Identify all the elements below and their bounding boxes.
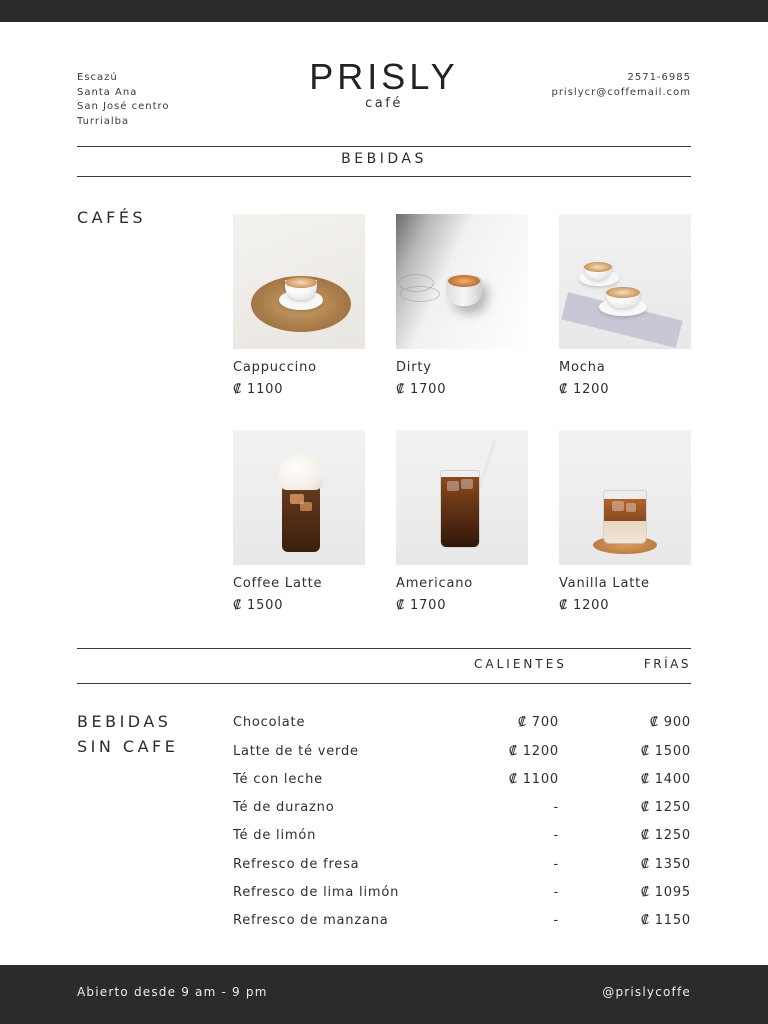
top-bar <box>0 0 768 22</box>
product-name: Mocha <box>559 360 606 375</box>
opening-hours: Abierto desde 9 am - 9 pm <box>77 985 268 999</box>
drink-price-cold: ₡ 1150 <box>640 913 691 928</box>
product-card-dirty <box>396 214 528 397</box>
brand-subtitle: café <box>365 96 403 111</box>
product-name: Coffee Latte <box>233 576 323 591</box>
product-price: ₡ 1500 <box>233 598 284 613</box>
drink-price-cold: ₡ 1250 <box>640 800 691 815</box>
column-header-frias: FRÍAS <box>643 657 691 671</box>
drink-price-hot: - <box>553 800 559 815</box>
drink-price-hot: - <box>553 913 559 928</box>
sin-cafe-title-line2: SIN CAFE <box>77 737 179 756</box>
mocha-photo <box>559 214 691 349</box>
list-item <box>233 744 691 764</box>
list-item <box>233 828 691 848</box>
product-price: ₡ 1200 <box>559 598 610 613</box>
product-card-mocha <box>559 214 691 397</box>
location-item: Santa Ana <box>77 86 138 98</box>
product-card-cappuccino <box>233 214 365 397</box>
divider <box>77 146 691 147</box>
product-name: Cappuccino <box>233 360 317 375</box>
drink-name: Té con leche <box>233 772 323 787</box>
drink-price-cold: ₡ 1350 <box>640 857 691 872</box>
product-name: Vanilla Latte <box>559 576 650 591</box>
section-title: BEBIDAS <box>341 151 427 167</box>
list-item <box>233 772 691 792</box>
brand-logo <box>284 58 484 111</box>
americano-photo <box>396 430 528 565</box>
list-item <box>233 715 691 735</box>
product-name: Dirty <box>396 360 432 375</box>
drink-price-hot: - <box>553 885 559 900</box>
drink-name: Refresco de manzana <box>233 913 389 928</box>
product-card-coffee-latte <box>233 430 365 613</box>
drink-name: Refresco de fresa <box>233 857 360 872</box>
product-price: ₡ 1700 <box>396 382 447 397</box>
divider <box>77 176 691 177</box>
drink-price-hot: - <box>553 857 559 872</box>
drink-price-hot: ₡ 1100 <box>508 772 559 787</box>
product-price: ₡ 1200 <box>559 382 610 397</box>
divider <box>77 648 691 649</box>
cappuccino-photo <box>233 214 365 349</box>
drink-price-cold: ₡ 1250 <box>640 828 691 843</box>
coffee-latte-photo <box>233 430 365 565</box>
brand-name: PRISLY <box>309 56 459 97</box>
drink-name: Té de durazno <box>233 800 335 815</box>
vanilla-latte-photo <box>559 430 691 565</box>
cafes-title: CAFÉS <box>77 208 147 227</box>
column-header-calientes: CALIENTES <box>474 657 567 671</box>
social-handle: @prislycoffe <box>602 985 691 999</box>
product-price: ₡ 1100 <box>233 382 284 397</box>
email-address: prislycr@coffemail.com <box>551 86 691 98</box>
drink-price-cold: ₡ 1500 <box>640 744 691 759</box>
sin-cafe-title-line1: BEBIDAS <box>77 712 172 731</box>
product-price: ₡ 1700 <box>396 598 447 613</box>
phone-number: 2571-6985 <box>627 72 691 83</box>
drink-name: Té de limón <box>233 828 317 843</box>
list-item <box>233 857 691 877</box>
location-item: Escazú <box>77 72 118 83</box>
drink-price-cold: ₡ 900 <box>649 715 691 730</box>
drink-name: Chocolate <box>233 715 306 730</box>
drink-price-hot: ₡ 700 <box>517 715 559 730</box>
product-name: Americano <box>396 576 474 591</box>
location-item: Turrialba <box>77 116 130 128</box>
sin-cafe-title <box>77 709 178 759</box>
drink-name: Latte de té verde <box>233 744 359 759</box>
drink-price-hot: - <box>553 828 559 843</box>
product-card-americano <box>396 430 528 613</box>
drink-price-cold: ₡ 1095 <box>640 885 691 900</box>
location-item: San José centro <box>77 101 170 113</box>
divider <box>77 683 691 684</box>
list-item <box>233 885 691 905</box>
dirty-photo <box>396 214 528 349</box>
drink-price-cold: ₡ 1400 <box>640 772 691 787</box>
list-item <box>233 800 691 820</box>
product-card-vanilla-latte <box>559 430 691 613</box>
locations-list <box>77 71 170 130</box>
drink-name: Refresco de lima limón <box>233 885 400 900</box>
drink-price-hot: ₡ 1200 <box>508 744 559 759</box>
list-item <box>233 913 691 933</box>
contact-info <box>551 71 691 100</box>
